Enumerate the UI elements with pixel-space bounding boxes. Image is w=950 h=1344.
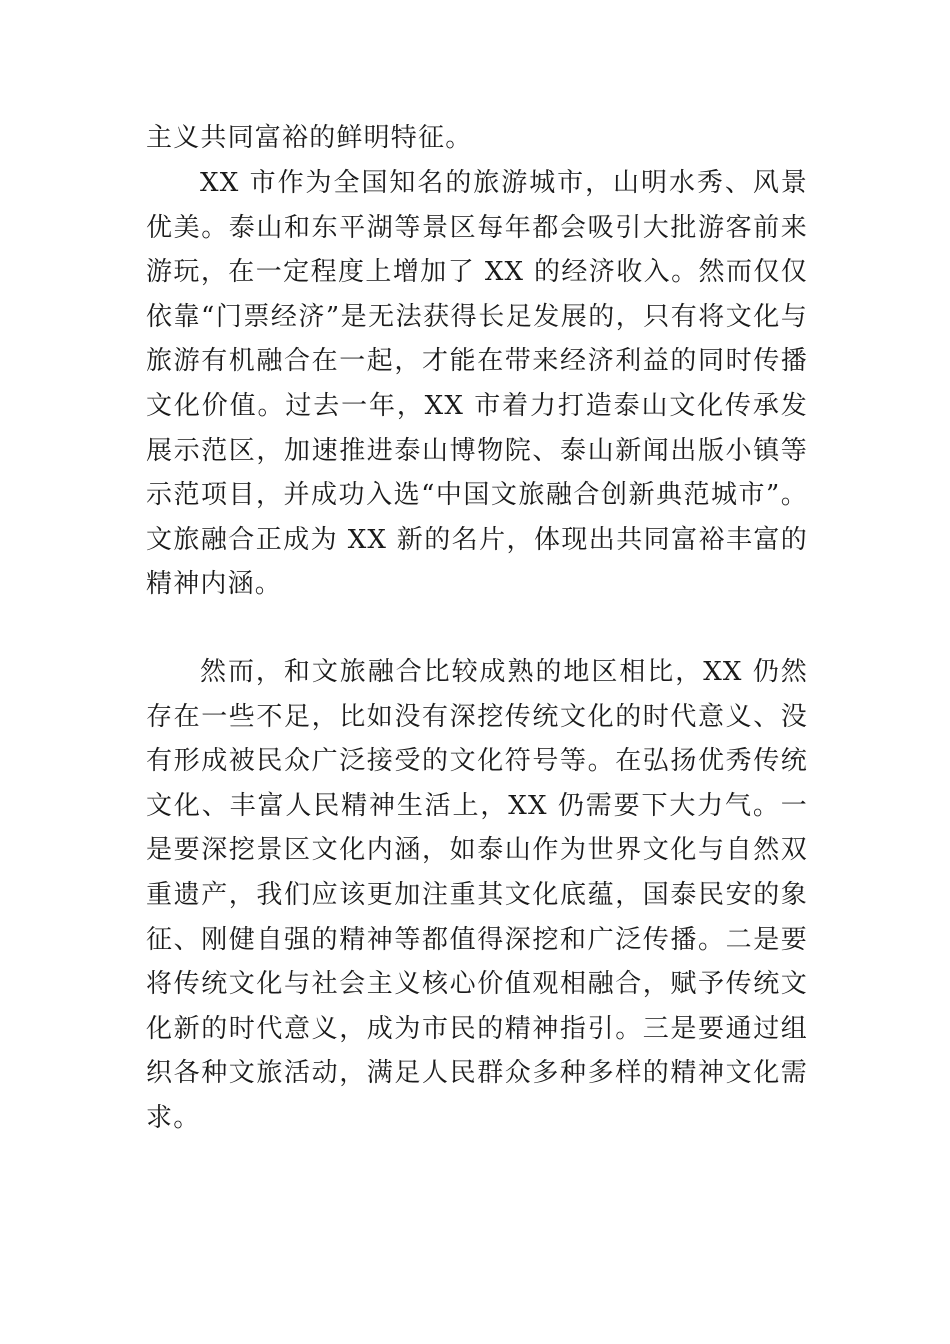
paragraph-tourism-city: XX 市作为全国知名的旅游城市，山明水秀、风景优美。泰山和东平湖等景区每年都会吸引大批游客前来游玩，在一定程度上增加了 XX 的经济收入。然而仅仅依靠“门票经济”是无法获得长足发展的，只有将文化与旅游有机融合在一起，才能在带来经济利益的同时传播文化价值。过去一年，XX 市着力打造泰山文化传承发展示范区，加速推进泰山博物院、泰山新闻出版小镇等示范项目，并成功入选“中国文旅融合创新典范城市”。文旅融合正成为 XX 新的名片，体现出共同富裕丰富的精神内涵。 (146, 168, 808, 600)
continuation-line: 主义共同富裕的鲜明特征。 (146, 123, 473, 153)
paragraph-shortcomings: 然而，和文旅融合比较成熟的地区相比，XX 仍然存在一些不足，比如没有深挖传统文化的时代意义、没有形成被民众广泛接受的文化符号等。在弘扬优秀传统文化、丰富人民精神生活上，XX 仍需要下大力气。一是要深挖景区文化内涵，如泰山作为世界文化与自然双重遗产，我们应该更加注重其文化底蕴，国泰民安的象征、刚健自强的精神等都值得深挖和广泛传播。二是要将传统文化与社会主义核心价值观相融合，赋予传统文化新的时代意义，成为市民的精神指引。三是要通过组织各种文旅活动，满足人民群众多种多样的精神文化需求。 (146, 657, 808, 1133)
